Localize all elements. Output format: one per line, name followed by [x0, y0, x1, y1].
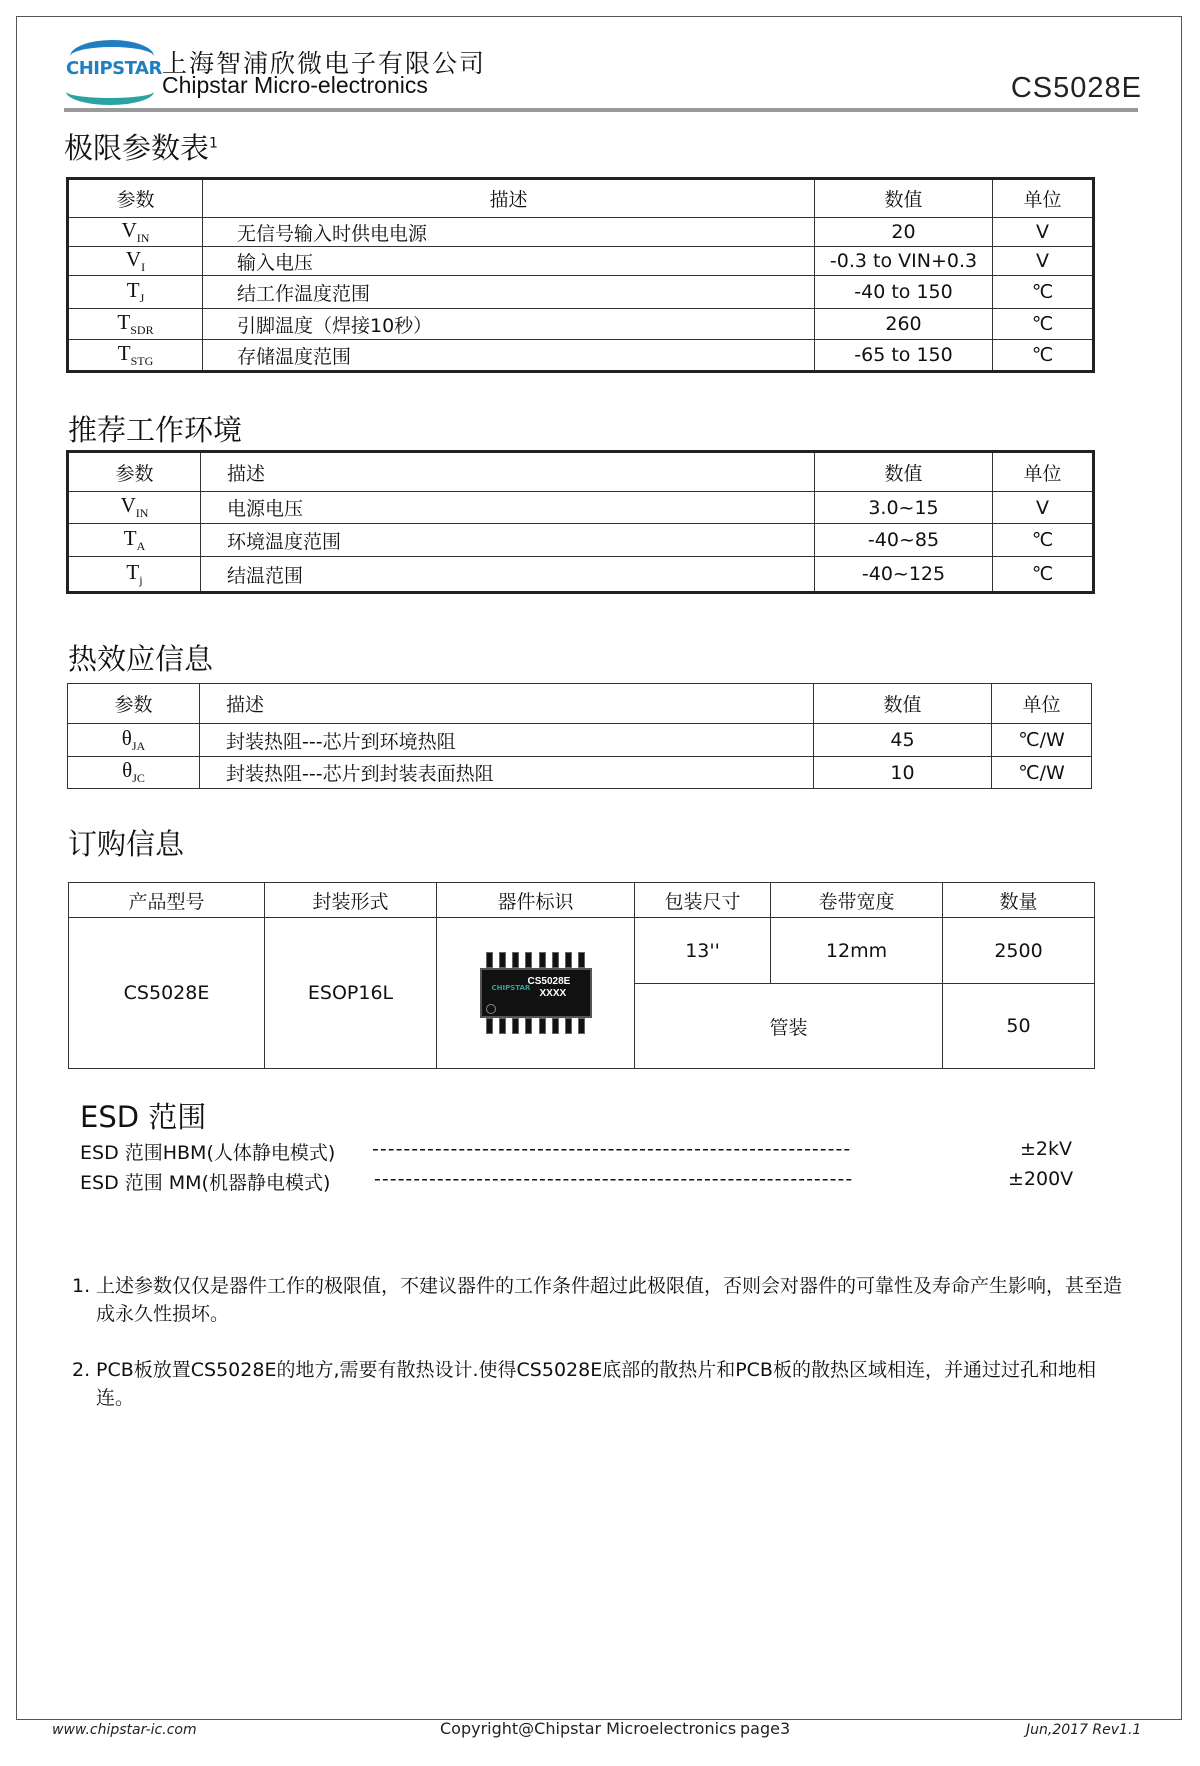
param-desc: 存储温度范围: [203, 340, 815, 372]
param-symbol: $V_{IN}$: [68, 218, 203, 247]
param-desc: 环境温度范围: [201, 524, 815, 557]
param-unit: ℃: [993, 276, 1094, 309]
table-row: [68, 218, 1094, 247]
param-symbol: $T_j$: [68, 557, 201, 593]
ordering-title: 订购信息: [68, 827, 185, 861]
recommended-title: 推荐工作环境: [68, 413, 243, 447]
param-symbol: $\theta_{JC}$: [68, 757, 200, 789]
reel-qty-cell: 2500: [943, 918, 1095, 984]
table-header-row: [68, 452, 1094, 492]
param-value: -40 to 150: [815, 276, 993, 309]
param-value: 20: [815, 218, 993, 247]
param-desc: 无信号输入时供电电源: [203, 218, 815, 247]
param-desc: 封装热阻---芯片到环境热阻: [200, 724, 814, 757]
footer-page: page3: [740, 1719, 791, 1738]
param-symbol: $V_{IN}$: [68, 492, 201, 524]
table-row: [68, 276, 1094, 309]
param-desc: 输入电压: [203, 247, 815, 276]
param-desc: 结温范围: [201, 557, 815, 593]
footer-website: www.chipstar-ic.com: [52, 1722, 197, 1738]
param-unit: ℃: [993, 524, 1094, 557]
company-name-cn: 上海智浦欣微电子有限公司: [162, 49, 487, 78]
reel-size-cell: 13'': [635, 918, 771, 984]
param-unit: V: [993, 492, 1094, 524]
footer-revision: Jun,2017 Rev1.1: [1026, 1722, 1142, 1738]
param-symbol: $T_A$: [68, 524, 201, 557]
header-cell: 封装形式: [265, 883, 437, 918]
chip-mark-line1: CS5028E: [527, 976, 571, 987]
param-value: 3.0~15: [815, 492, 993, 524]
param-unit: V: [993, 218, 1094, 247]
header-cell: 单位: [992, 684, 1092, 724]
esd-title: ESD 范围: [80, 1100, 207, 1134]
esd-mm-leader: -------------------------------------------------------------: [374, 1168, 854, 1190]
table-row: [68, 492, 1094, 524]
chip-logo: CHIPSTAR: [491, 984, 531, 992]
recommended-table: [66, 450, 1095, 594]
abs-max-table: [66, 177, 1095, 373]
thermal-title: 热效应信息: [68, 642, 214, 676]
part-number: CS5028E: [1010, 72, 1142, 104]
logo-text: CHIPSTAR: [66, 58, 162, 79]
table-row: [69, 918, 1095, 984]
param-symbol: $T_{SDR}$: [68, 309, 203, 340]
header-cell: 描述: [200, 684, 814, 724]
header-cell: 数值: [814, 684, 992, 724]
footer-copyright: Copyright@Chipstar Microelectronics: [440, 1719, 737, 1738]
param-desc: 结工作温度范围: [203, 276, 815, 309]
esd-mm-label: ESD 范围 MM(机器静电模式): [80, 1172, 331, 1194]
param-unit: ℃: [993, 557, 1094, 593]
note-1: 1. 上述参数仅仅是器件工作的极限值，不建议器件的工作条件超过此极限值，否则会对器件的可靠性及寿命产生影响，甚至造成永久性损坏。: [72, 1275, 1123, 1325]
chip-package-icon: [476, 946, 596, 1040]
header-cell: 描述: [201, 452, 815, 492]
header-cell: 单位: [993, 452, 1094, 492]
header-cell: 描述: [203, 179, 815, 218]
package-cell: ESOP16L: [265, 918, 437, 1069]
table-row: [68, 524, 1094, 557]
thermal-table: [67, 683, 1092, 789]
header-cell: 参数: [68, 684, 200, 724]
esd-hbm-label: ESD 范围HBM(人体静电模式): [80, 1142, 336, 1164]
table-header-row: [68, 179, 1094, 218]
param-value: 260: [815, 309, 993, 340]
header-cell: 数值: [815, 452, 993, 492]
param-desc: 电源电压: [201, 492, 815, 524]
tube-label-cell: 管装: [635, 984, 943, 1069]
param-value: 45: [814, 724, 992, 757]
marking-cell: [437, 918, 635, 1069]
param-symbol: $\theta_{JA}$: [68, 724, 200, 757]
table-row: [68, 557, 1094, 593]
table-row: [68, 724, 1092, 757]
param-symbol: $T_{STG}$: [68, 340, 203, 372]
header-divider: [64, 108, 1138, 112]
param-unit: ℃: [993, 309, 1094, 340]
chip-mark-line2: XXXX: [539, 988, 567, 999]
param-unit: ℃/W: [992, 757, 1092, 789]
tape-width-cell: 12mm: [771, 918, 943, 984]
param-unit: ℃: [993, 340, 1094, 372]
table-header-row: [68, 684, 1092, 724]
table-row: [68, 340, 1094, 372]
product-cell: CS5028E: [69, 918, 265, 1069]
table-row: [68, 309, 1094, 340]
param-value: -0.3 to VIN+0.3: [815, 247, 993, 276]
tube-qty-cell: 50: [943, 984, 1095, 1069]
param-unit: ℃/W: [992, 724, 1092, 757]
abs-max-title: 极限参数表$^1$: [64, 131, 218, 165]
esd-hbm-value: ±2kV: [1020, 1138, 1073, 1160]
header-cell: 单位: [993, 179, 1094, 218]
footnote-mark: 1: [209, 135, 218, 152]
param-value: -40~85: [815, 524, 993, 557]
table-row: [68, 757, 1092, 789]
header-cell: 器件标识: [437, 883, 635, 918]
header-cell: 数量: [943, 883, 1095, 918]
header-cell: 卷带宽度: [771, 883, 943, 918]
param-value: -40~125: [815, 557, 993, 593]
esd-mm-value: ±200V: [1008, 1168, 1074, 1190]
param-desc: 封装热阻---芯片到封装表面热阻: [200, 757, 814, 789]
header-cell: 数值: [815, 179, 993, 218]
param-unit: V: [993, 247, 1094, 276]
ordering-table: [68, 882, 1095, 1069]
note-2: 2. PCB板放置CS5028E的地方,需要有散热设计.使得CS5028E底部的散热片和PCB板的散热区域相连，并通过过孔和地相连。: [72, 1359, 1096, 1409]
company-name-en: Chipstar Micro-electronics: [162, 72, 428, 98]
header-cell: 参数: [68, 452, 201, 492]
esd-hbm-leader: -------------------------------------------------------------: [372, 1138, 852, 1160]
header-cell: 产品型号: [69, 883, 265, 918]
header-cell: 参数: [68, 179, 203, 218]
param-symbol: $T_J$: [68, 276, 203, 309]
param-value: 10: [814, 757, 992, 789]
table-header-row: [69, 883, 1095, 918]
param-value: -65 to 150: [815, 340, 993, 372]
table-row: [68, 247, 1094, 276]
param-symbol: $V_I$: [68, 247, 203, 276]
header-cell: 包装尺寸: [635, 883, 771, 918]
param-desc: 引脚温度（焊接10秒）: [203, 309, 815, 340]
